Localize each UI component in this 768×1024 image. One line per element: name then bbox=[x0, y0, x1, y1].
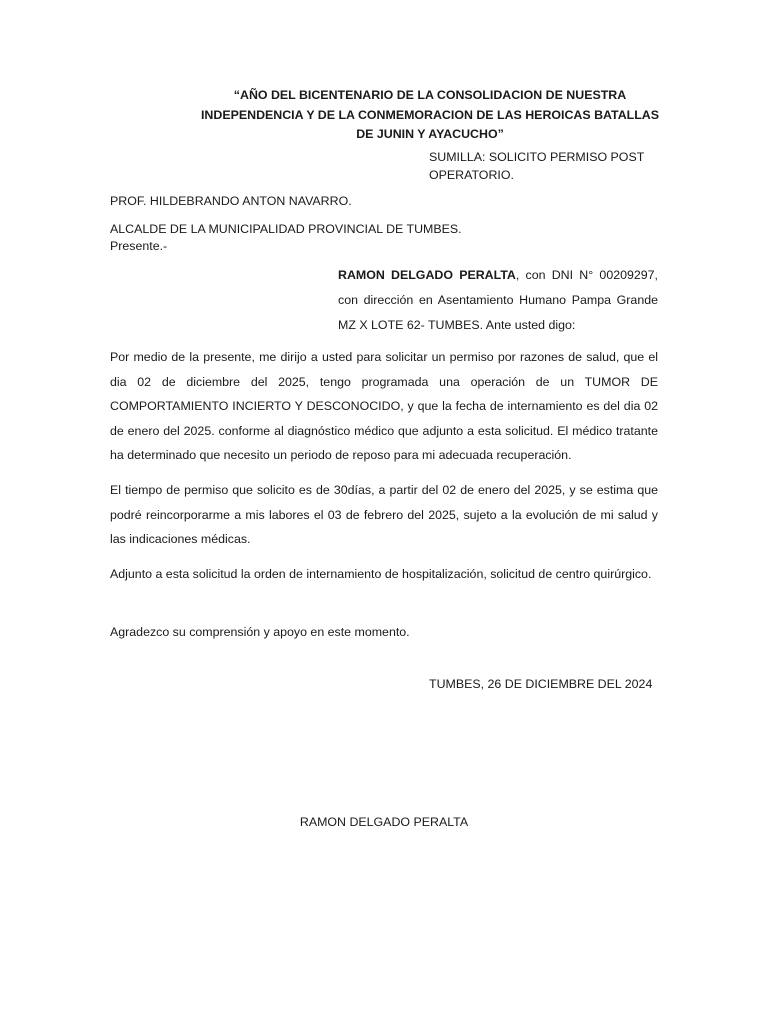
body-paragraph-4: Agradezco su comprensión y apoyo en este momento. bbox=[110, 625, 410, 639]
addressee-position bbox=[110, 221, 658, 255]
signature-name: RAMON DELGADO PERALTA bbox=[299, 815, 469, 829]
body-paragraph-3: Adjunto a esta solicitud la orden de internamiento de hospitalización, solicitud de centro quirúrgico. bbox=[110, 567, 652, 581]
addressee: PROF. HILDEBRANDO ANTON NAVARRO. bbox=[110, 194, 352, 208]
applicant-details: , con DNI N° 00209297, con dirección en Asentamiento Humano Pampa Grande MZ X LOTE 62- TUMBES. Ante usted digo: bbox=[338, 268, 658, 332]
sumilla: SUMILLA: SOLICITO PERMISO POST OPERATORIO. bbox=[429, 150, 645, 182]
alcalde-line: ALCALDE DE LA MUNICIPALIDAD PROVINCIAL DE TUMBES. bbox=[110, 222, 462, 236]
body-paragraph-1: Por medio de la presente, me dirijo a usted para solicitar un permiso por razones de salud, que el dia 02 de diciembre del 2025, tengo programada una operación de un TUMOR DE COMPORTAMIENTO INCIERTO Y DESCONOCIDO, y que la fecha de internamiento es del dia 02 de enero del 2025. conforme al diagnóstico médico que adjunto a esta solicitud. El médico tratante ha determinado que necesito un periodo de reposo para mi adecuada recuperación. bbox=[110, 350, 658, 463]
body-paragraph-2: El tiempo de permiso que solicito es de 30días, a partir del 02 de enero del 2025, y se estima que podré reincorporarme a mis labores el 03 de febrero del 2025, sujeto a la evolución de mi salud y las indicaciones médicas. bbox=[110, 483, 658, 547]
applicant-intro bbox=[338, 263, 658, 338]
presente-line: Presente.- bbox=[110, 239, 168, 253]
applicant-name: RAMON DELGADO PERALTA bbox=[338, 268, 516, 282]
year-title: “AÑO DEL BICENTENARIO DE LA CONSOLIDACION DE NUESTRA INDEPENDENCIA Y DE LA CONMEMORACION DE LAS HEROICAS BATALLAS DE JUNIN Y AYACUCHO” bbox=[200, 88, 659, 141]
place-date: TUMBES, 26 DE DICIEMBRE DEL 2024 bbox=[429, 677, 653, 691]
